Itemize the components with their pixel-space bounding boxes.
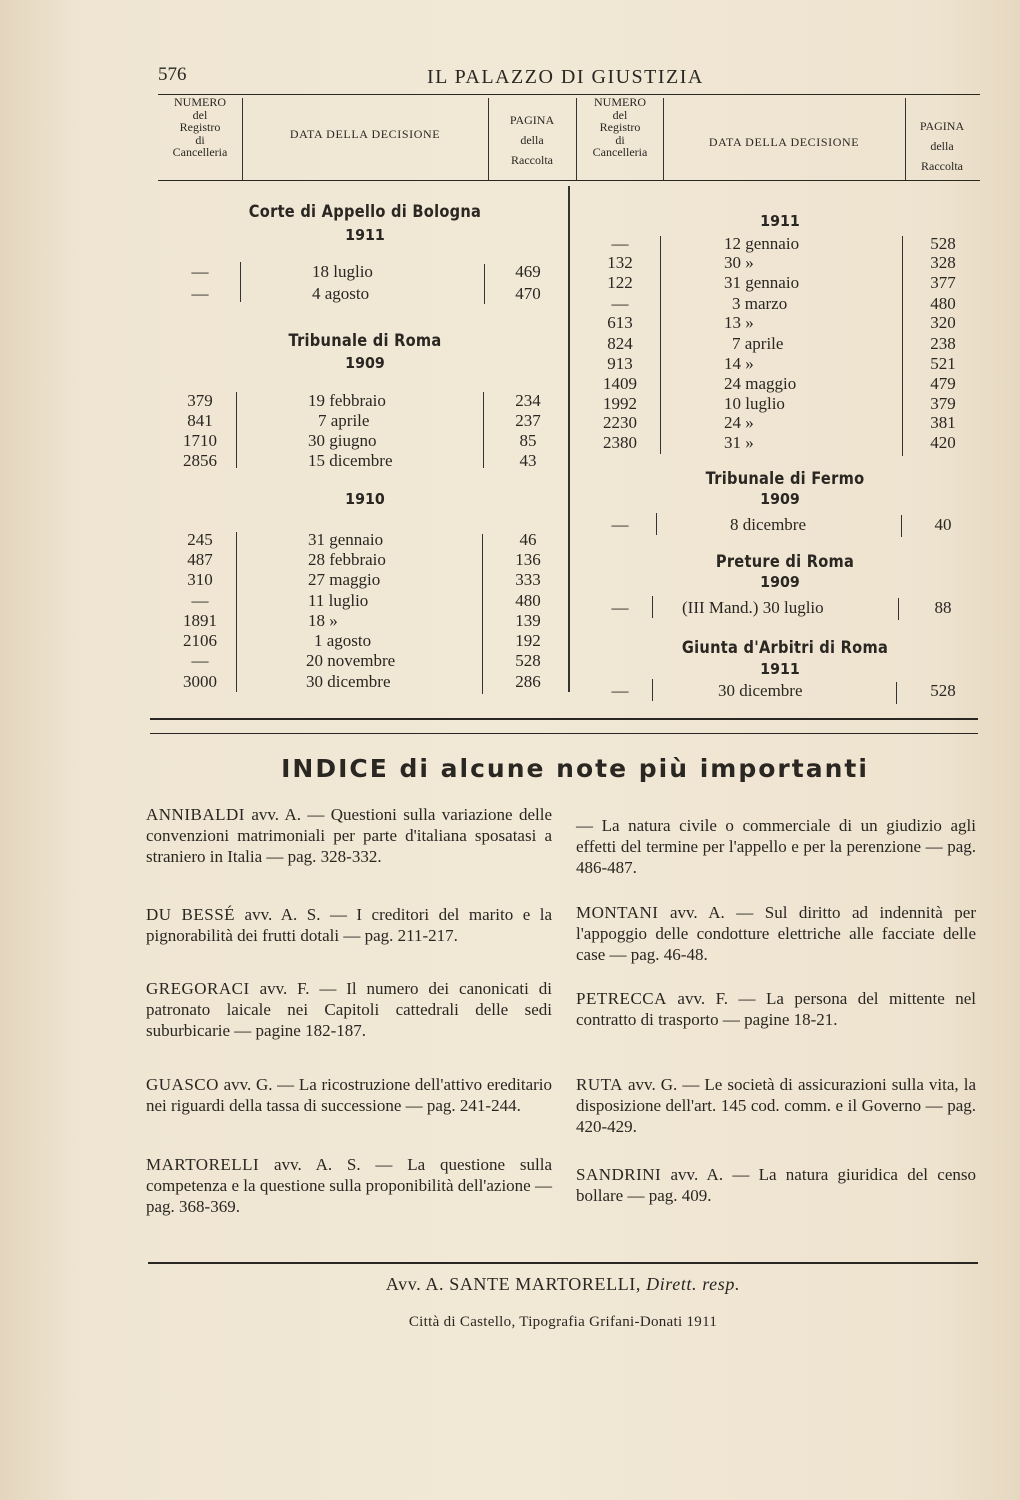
row-bar (896, 682, 897, 704)
index-note: DU BESSÉ avv. A. S. — I creditori del marito e la pignorabilità dei frutti dotali — pag. 211-217. (146, 905, 553, 945)
col-head-pagina-right: PAGINA della Raccolta (919, 119, 965, 173)
col-head-pagina-left: PAGINA della Raccolta (509, 113, 555, 167)
court-title-giunta: Giunta d'Arbitri di Roma (681, 638, 889, 658)
table-row: — (III Mand.) 30 luglio 88 (611, 598, 952, 617)
index-top-rule (150, 718, 978, 720)
table-row: 2106 1 agosto 192 (183, 631, 541, 650)
table-row: — 20 novembre 528 (191, 651, 541, 670)
running-header (155, 62, 980, 96)
year-label: 1909 (760, 490, 800, 508)
index-note: MARTORELLI avv. A. S. — La questione sulla competenza e la questione sulla proponibilità dell'azione — pag. 368-369. (146, 1155, 553, 1216)
table-row: — 8 dicembre 40 (611, 515, 952, 534)
table-row: — 4 agosto 470 (191, 284, 541, 303)
court-title-roma: Tribunale di Roma (288, 331, 442, 351)
table-row: 1710 30 giugno 85 (183, 431, 537, 450)
court-title-preture: Preture di Roma (715, 552, 855, 572)
table-row: 122 31 gennaio 377 (607, 273, 956, 292)
row-bar (656, 513, 657, 535)
index-note: — La natura civile o commerciale di un giudizio agli effetti del termine per l'appello e per la perenzione — pag. 486-487. (576, 816, 976, 877)
index-note: SANDRINI avv. A. — La natura giuridica del censo bollare — pag. 409. (576, 1165, 976, 1205)
table-row: 824 7 aprile 238 (607, 334, 956, 353)
year-label: 1909 (760, 573, 800, 591)
row-bar (652, 596, 653, 618)
row-bar (898, 598, 899, 620)
table-row: 379 19 febbraio 234 (187, 391, 541, 410)
running-title: IL PALAZZO DI GIUSTIZIA (427, 66, 704, 88)
table-row: 2380 31 » 420 (603, 433, 956, 452)
row-bar (483, 392, 484, 468)
year-label: 1911 (760, 212, 800, 230)
row-bar (236, 532, 237, 692)
table-row: 132 30 » 328 (607, 253, 956, 272)
table-row: 2856 15 dicembre 43 (183, 451, 537, 470)
head-divider-1 (242, 98, 243, 180)
index-note: RUTA avv. G. — Le società di assicurazioni sulla vita, la disposizione dell'art. 145 cod. comm. e il Governo — pag. 420-429. (576, 1075, 977, 1136)
index-note: GUASCO avv. G. — La ricostruzione dell'attivo ereditario nei riguardi della tassa di successione — pag. 241-244. (146, 1075, 552, 1115)
row-bar (660, 236, 661, 454)
row-bar (484, 264, 485, 304)
table-row: 3000 30 dicembre 286 (183, 672, 541, 691)
table-row: 1992 10 luglio 379 (603, 394, 956, 413)
row-bar (901, 515, 902, 537)
table-row: 1891 18 » 139 (183, 611, 541, 630)
year-label: 1909 (345, 354, 385, 372)
year-label: 1910 (345, 490, 385, 508)
printer-imprint: Città di Castello, Tipografia Grifani-Donati 1911 (408, 1314, 718, 1330)
table-row: — 12 gennaio 528 (611, 234, 956, 253)
court-title-bologna: Corte di Appello di Bologna (248, 202, 482, 222)
header-rule (158, 94, 980, 95)
row-bar (240, 262, 241, 302)
table-row: — 3 marzo 480 (611, 294, 956, 313)
table-row: 841 7 aprile 237 (187, 411, 541, 430)
head-divider-5 (905, 98, 906, 180)
table-row: 2230 24 » 381 (603, 413, 956, 432)
col-head-registro-right: NUMERO del Registro di Cancelleria (592, 95, 648, 159)
index-title: INDICE di alcune note più importanti (281, 754, 869, 783)
table-row: 487 28 febbraio 136 (187, 550, 541, 569)
page-number: 576 (158, 64, 187, 85)
head-divider-3 (576, 98, 577, 180)
year-label: 1911 (760, 660, 800, 678)
table-row: — 11 luglio 480 (191, 591, 541, 610)
table-center-divider (568, 186, 570, 692)
col-head-registro-left: NUMERO del Registro di Cancelleria (172, 95, 228, 159)
row-bar (902, 236, 903, 456)
head-divider-2 (488, 98, 489, 180)
table-row: 1409 24 maggio 479 (603, 374, 956, 393)
index-note: PETRECCA avv. F. — La persona del mittente nel contratto di trasporto — pagine 18-21. (576, 989, 977, 1029)
head-divider-4 (663, 98, 664, 180)
table-row: 913 14 » 521 (607, 354, 956, 373)
footer-rule (148, 1262, 978, 1264)
court-title-fermo: Tribunale di Fermo (705, 469, 865, 489)
table-row: — 18 luglio 469 (191, 262, 541, 281)
table-row: — 30 dicembre 528 (611, 681, 956, 700)
editor-signature: Avv. A. SANTE MARTORELLI, Dirett. resp. (385, 1274, 741, 1294)
index-note: MONTANI avv. A. — Sul diritto ad indennità per l'appoggio delle condotture elettriche alle facciate delle case — pag. 46-48. (576, 903, 977, 964)
table-row: 245 31 gennaio 46 (187, 530, 537, 549)
row-bar (652, 679, 653, 701)
year-label: 1911 (345, 226, 385, 244)
col-head-data-right: DATA DELLA DECISIONE (708, 135, 860, 149)
table-row: 613 13 » 320 (607, 313, 956, 332)
col-head-data-left: DATA DELLA DECISIONE (289, 127, 441, 141)
row-bar (482, 534, 483, 694)
column-head-rule (158, 180, 980, 181)
index-top-rule-thin (150, 733, 978, 734)
index-note: ANNIBALDI avv. A. — Questioni sulla variazione delle convenzioni matrimoniali per parte d'italiana sposatasi a straniero in Italia — pag. 328-332. (146, 805, 552, 866)
index-note: GREGORACI avv. F. — Il numero dei canonicati di patronato laicale nei Capitoli cattedrali delle sedi suburbicarie — pagine 182-187. (146, 979, 552, 1040)
table-row: 310 27 maggio 333 (187, 570, 541, 589)
row-bar (236, 392, 237, 468)
